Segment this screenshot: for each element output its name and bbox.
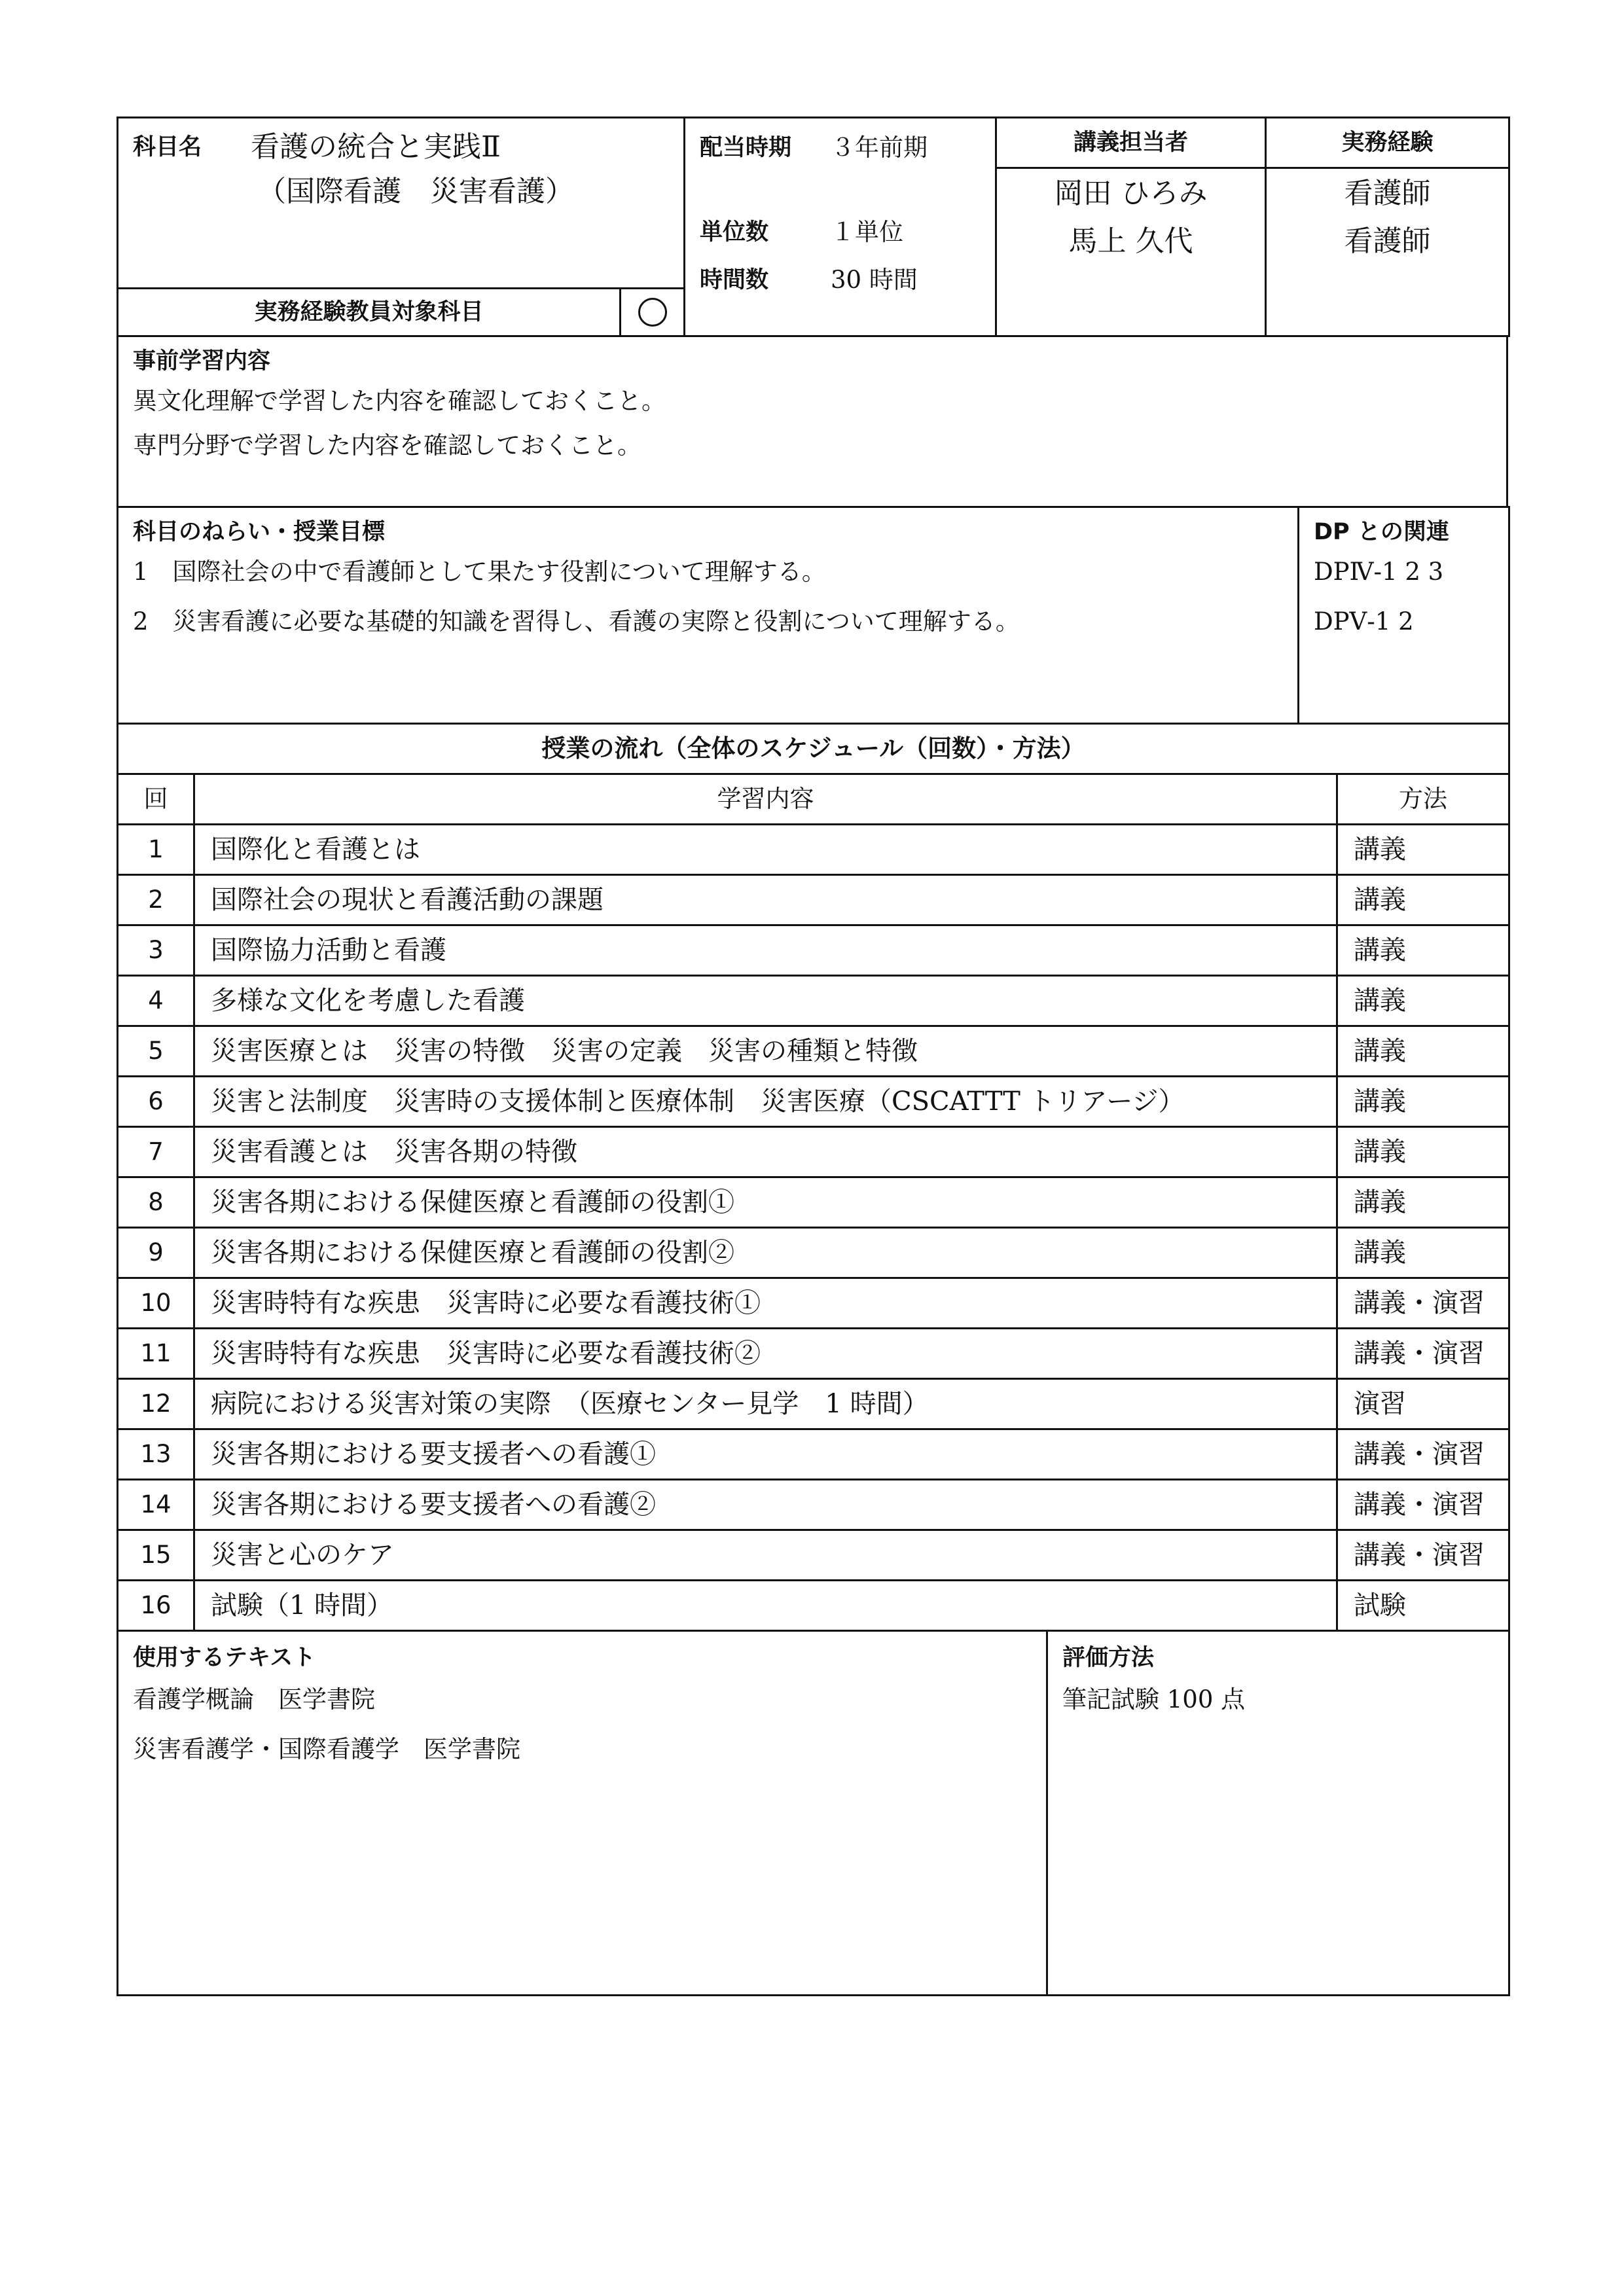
row-method: 講義・演習	[1337, 1429, 1509, 1480]
hours-value: 30 時間	[831, 266, 918, 294]
row-method: 講義	[1337, 1228, 1509, 1278]
row-content: 災害と法制度 災害時の支援体制と医療体制 災害医療（CSCATTT トリアージ）	[194, 1077, 1337, 1127]
row-method: 演習	[1337, 1379, 1509, 1429]
row-content: 災害時特有な疾患 災害時に必要な看護技術②	[194, 1329, 1337, 1379]
period-cell	[685, 118, 996, 336]
row-method: 講義・演習	[1337, 1329, 1509, 1379]
period-label: 配当時期	[700, 135, 792, 161]
instructor-cell	[996, 118, 1266, 336]
header-table	[117, 117, 1510, 337]
schedule-row	[118, 1329, 1509, 1379]
row-content: 多様な文化を考慮した看護	[194, 976, 1337, 1026]
schedule-row	[118, 1278, 1509, 1329]
row-method: 講義	[1337, 825, 1509, 875]
row-number: 6	[118, 1077, 194, 1127]
row-number: 7	[118, 1127, 194, 1177]
row-number: 13	[118, 1429, 194, 1480]
aims-line-2: 2 災害看護に必要な基礎的知識を習得し、看護の実際と役割について理解する。	[133, 607, 1020, 636]
prep-label: 事前学習内容	[133, 348, 271, 374]
row-content: 災害各期における保健医療と看護師の役割②	[194, 1228, 1337, 1278]
period-value: ３年前期	[831, 134, 928, 162]
schedule-row	[118, 1026, 1509, 1077]
text-label: 使用するテキスト	[133, 1645, 316, 1671]
row-method: 講義	[1337, 976, 1509, 1026]
experience-label: 実務経験	[1267, 118, 1508, 169]
row-method: 試験	[1337, 1581, 1509, 1631]
experience-1: 看護師	[1344, 177, 1431, 210]
row-content: 災害時特有な疾患 災害時に必要な看護技術①	[194, 1278, 1337, 1329]
schedule-table	[117, 723, 1510, 1632]
dp-line-1: DPⅣ-1 2 3	[1314, 558, 1444, 586]
row-number: 11	[118, 1329, 194, 1379]
row-content: 国際社会の現状と看護活動の課題	[194, 875, 1337, 925]
subject-label: 科目名	[133, 134, 202, 160]
eval-label: 評価方法	[1062, 1645, 1155, 1671]
row-method: 講義	[1337, 1077, 1509, 1127]
experience-2: 看護師	[1344, 224, 1431, 258]
dp-label: DP との関連	[1314, 519, 1449, 545]
schedule-row	[118, 1581, 1509, 1631]
subject-cell	[118, 118, 685, 289]
schedule-row	[118, 825, 1509, 875]
prep-cell	[118, 336, 1507, 507]
prep-table	[117, 335, 1508, 508]
row-content: 試験（1 時間）	[194, 1581, 1337, 1631]
schedule-body	[118, 825, 1509, 1631]
aims-table	[117, 506, 1510, 725]
row-number: 15	[118, 1530, 194, 1581]
aims-cell	[118, 507, 1299, 724]
subject-name: 看護の統合と実践Ⅱ	[251, 130, 501, 164]
row-number: 4	[118, 976, 194, 1026]
row-method: 講義	[1337, 1177, 1509, 1228]
row-number: 14	[118, 1480, 194, 1530]
col-method-header: 方法	[1337, 774, 1509, 825]
text-cell	[118, 1631, 1047, 1996]
row-content: 病院における災害対策の実際 （医療センター見学 1 時間）	[194, 1379, 1337, 1429]
row-content: 災害と心のケア	[194, 1530, 1337, 1581]
schedule-row	[118, 1127, 1509, 1177]
aims-label: 科目のねらい・授業目標	[133, 519, 386, 545]
row-method: 講義	[1337, 1026, 1509, 1077]
row-number: 1	[118, 825, 194, 875]
experience-cell	[1266, 118, 1509, 336]
schedule-row	[118, 1228, 1509, 1278]
schedule-row	[118, 976, 1509, 1026]
practical-subject-mark-cell	[621, 289, 685, 336]
row-content: 災害看護とは 災害各期の特徴	[194, 1127, 1337, 1177]
practical-subject-circle-icon	[638, 298, 667, 327]
dp-line-2: DPⅤ-1 2	[1314, 607, 1414, 636]
row-number: 2	[118, 875, 194, 925]
row-number: 10	[118, 1278, 194, 1329]
aims-line-1: 1 国際社会の中で看護師として果たす役割について理解する。	[133, 558, 826, 586]
instructor-1: 岡田 ひろみ	[1054, 177, 1208, 210]
syllabus-sheet	[117, 117, 1508, 1996]
prep-line-2: 専門分野で学習した内容を確認しておくこと。	[133, 431, 641, 459]
row-number: 12	[118, 1379, 194, 1429]
row-content: 災害各期における保健医療と看護師の役割①	[194, 1177, 1337, 1228]
instructor-label: 講義担当者	[997, 118, 1265, 169]
schedule-row	[118, 1379, 1509, 1429]
dp-cell	[1299, 507, 1509, 724]
eval-cell	[1047, 1631, 1509, 1996]
row-content: 災害各期における要支援者への看護①	[194, 1429, 1337, 1480]
row-number: 3	[118, 925, 194, 976]
schedule-title: 授業の流れ（全体のスケジュール（回数）・方法）	[118, 724, 1509, 774]
row-number: 5	[118, 1026, 194, 1077]
row-method: 講義・演習	[1337, 1530, 1509, 1581]
row-content: 災害各期における要支援者への看護②	[194, 1480, 1337, 1530]
practical-subject-label: 実務経験教員対象科目	[118, 289, 621, 336]
row-method: 講義	[1337, 875, 1509, 925]
row-method: 講義・演習	[1337, 1278, 1509, 1329]
row-content: 災害医療とは 災害の特徴 災害の定義 災害の種類と特徴	[194, 1026, 1337, 1077]
row-method: 講義	[1337, 925, 1509, 976]
schedule-row	[118, 1077, 1509, 1127]
row-number: 16	[118, 1581, 194, 1631]
schedule-row	[118, 1177, 1509, 1228]
schedule-row	[118, 1429, 1509, 1480]
schedule-row	[118, 925, 1509, 976]
row-method: 講義・演習	[1337, 1480, 1509, 1530]
footer-table	[117, 1630, 1510, 1996]
prep-line-1: 異文化理解で学習した内容を確認しておくこと。	[133, 387, 666, 415]
subject-subtitle: （国際看護 災害看護）	[257, 175, 574, 208]
row-content: 国際協力活動と看護	[194, 925, 1337, 976]
row-number: 9	[118, 1228, 194, 1278]
schedule-row	[118, 875, 1509, 925]
text-line-1: 看護学概論 医学書院	[133, 1685, 375, 1713]
row-number: 8	[118, 1177, 194, 1228]
instructor-2: 馬上 久代	[1068, 224, 1193, 258]
row-method: 講義	[1337, 1127, 1509, 1177]
eval-value: 筆記試験 100 点	[1062, 1685, 1246, 1713]
schedule-row	[118, 1480, 1509, 1530]
col-no-header: 回	[118, 774, 194, 825]
row-content: 国際化と看護とは	[194, 825, 1337, 875]
text-line-2: 災害看護学・国際看護学 医学書院	[133, 1735, 520, 1763]
col-content-header: 学習内容	[194, 774, 1337, 825]
hours-label: 時間数	[700, 267, 769, 293]
schedule-row	[118, 1530, 1509, 1581]
credits-value: １単位	[831, 218, 903, 246]
credits-label: 単位数	[700, 219, 769, 245]
